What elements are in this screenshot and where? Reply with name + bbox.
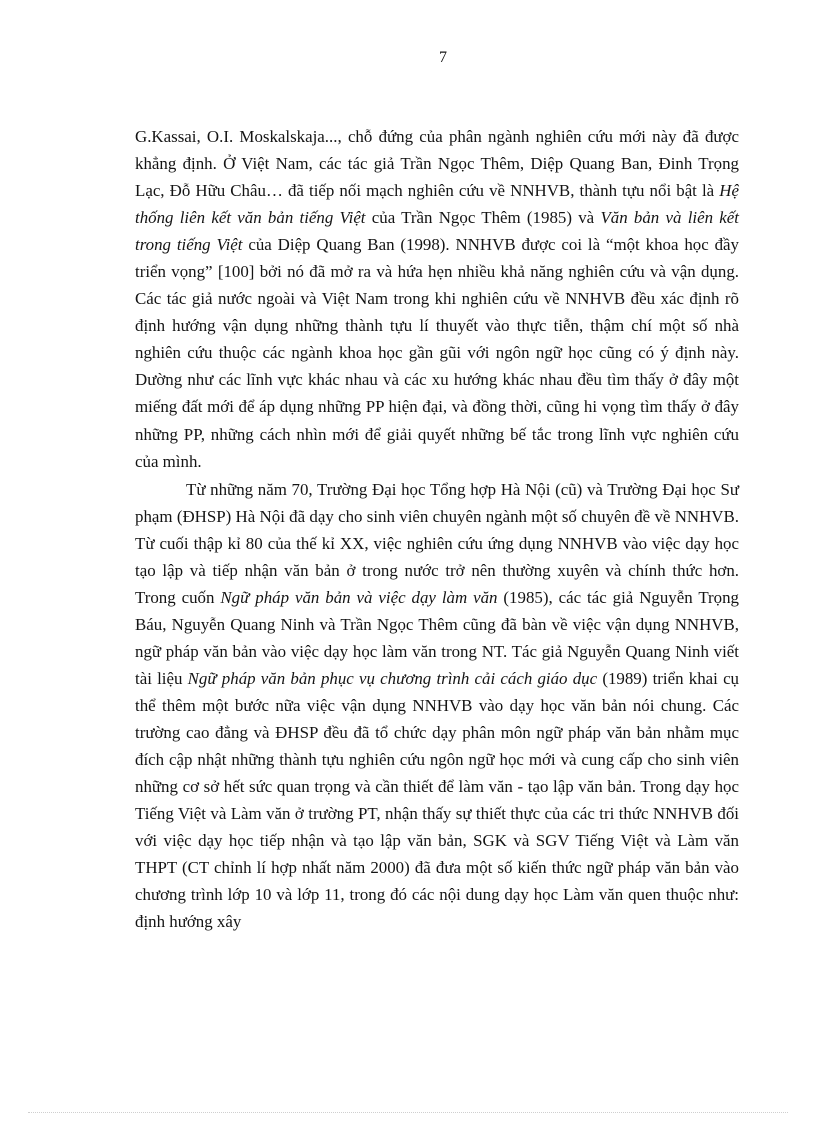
book-title: Hệ thống liên kết văn bản tiếng Việt [135,181,739,228]
book-title: Văn bản và liên kết trong tiếng Việt [135,208,739,255]
text-run: Từ những năm 70, Trường Đại học Tổng hợp Hà Nội (cũ) và Trường Đại học Sư phạm (ĐHSP) Hà Nội đã dạy cho sinh viên chuyên ngành một số chuyên đề về NNHVB. Từ cuối thập kỉ 80 của thế kỉ XX, việc nghiên cứu ứng dụng NNHVB vào việc dạy học tạo lập và tiếp nhận văn bản ở trong nước trở nên thường xuyên và chính thức hơn. Trong cuốn [135,479,739,607]
paragraph-2 [135,476,739,936]
book-title: Ngữ pháp văn bản phục vụ chương trình cải cách giáo dục [187,668,598,688]
body-text [135,123,739,935]
page-number: 7 [439,49,447,66]
text-run: (1985), các tác giả Nguyễn Trọng Báu, Nguyễn Quang Ninh và Trần Ngọc Thêm cũng đã bàn về việc vận dụng NNHVB, ngữ pháp văn bản vào việc dạy học làm văn trong NT. Tác giả Nguyễn Quang Ninh viết tài liệu [135,587,739,688]
text-run: G.Kassai, O.I. Moskalskaja..., chỗ đứng của phân ngành nghiên cứu mới này đã được khẳng định. Ở Việt Nam, các tác giả Trần Ngọc Thêm, Diệp Quang Ban, Đinh Trọng Lạc, Đỗ Hữu Châu… đã tiếp nối mạch nghiên cứu về NNHVB, thành tựu nổi bật là [135,127,739,201]
paragraph-1 [135,123,739,475]
book-title: Ngữ pháp văn bản và việc dạy làm văn [220,587,498,607]
text-run: (1989) triển khai cụ thể thêm một bước nữa việc vận dụng NNHVB vào dạy học văn bản nói chung. Các trường cao đẳng và ĐHSP đều đã tổ chức dạy phân môn ngữ pháp văn bản nhằm mục đích cập nhật những thành tựu nghiên cứu ngôn ngữ học mới và cung cấp cho sinh viên những cơ sở hết sức quan trọng và cần thiết để làm văn - tạo lập văn bản. Trong dạy học Tiếng Việt và Làm văn ở trường PT, nhận thấy sự thiết thực của các tri thức NNHVB đối với việc dạy học tiếp nhận và tạo lập văn bản, SGK và SGV Tiếng Việt và Làm văn THPT (CT chỉnh lí hợp nhất năm 2000) đã đưa một số kiến thức ngữ pháp văn bản vào chương trình lớp 10 và lớp 11, trong đó các nội dung dạy học Làm văn quen thuộc như: định hướng xây [135,668,740,932]
text-run: của Diệp Quang Ban (1998). NNHVB được coi là “một khoa học đầy triển vọng” [100] bởi nó đã mở ra và hứa hẹn nhiều khả năng nghiên cứu và vận dụng. Các tác giả nước ngoài và Việt Nam trong khi nghiên cứu về NNHVB đều xác định rõ định hướng vận dụng những thành tựu lí thuyết vào thực tiễn, thậm chí một số nhà nghiên cứu thuộc các ngành khoa học gần gũi với ngôn ngữ học cũng có ý định này. Dường như các lĩnh vực khác nhau và các xu hướng khác nhau đều tìm thấy ở đây một miếng đất mới để áp dụng những PP hiện đại, và đồng thời, cũng hi vọng tìm thấy ở đây những PP, những cách nhìn mới để giải quyết những bế tắc trong lĩnh vực nghiên cứu của mình. [135,235,740,471]
page-bottom-divider [28,1112,788,1113]
text-run: của Trần Ngọc Thêm (1985) và [365,208,601,228]
